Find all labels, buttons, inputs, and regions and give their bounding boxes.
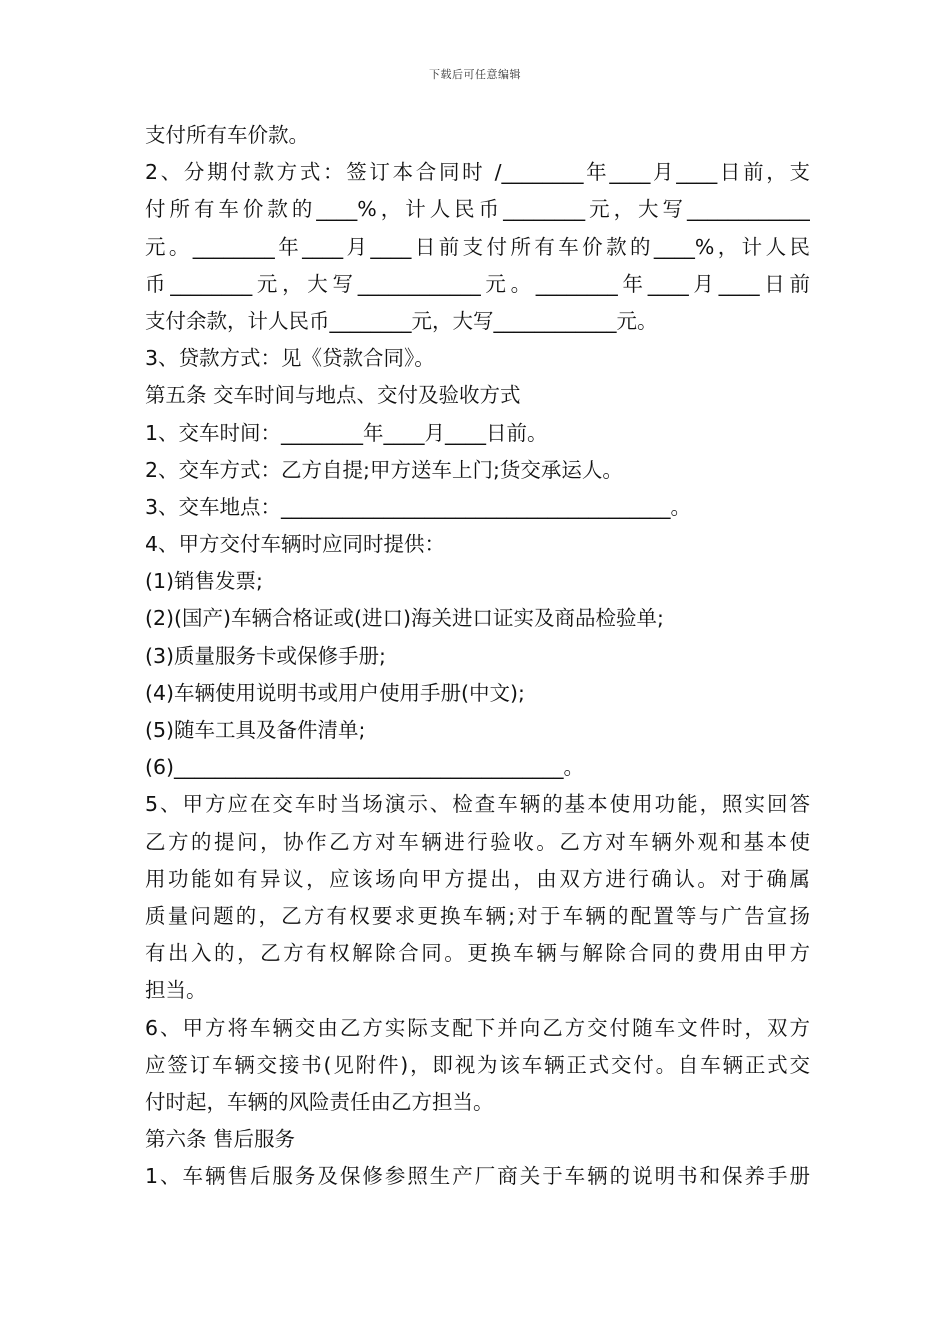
text-line: 支付余款，计人民币________元，大写____________元。 <box>145 308 658 333</box>
text-line: 质量问题的，乙方有权要求更换车辆;对于车辆的配置等与广告宣扬 <box>145 903 810 928</box>
list-item: (5)随车工具及备件清单; <box>145 718 366 742</box>
document-body <box>145 117 810 1195</box>
text-line: 2、分期付款方式：签订本合同时 /________年____月____日前，支 <box>145 160 810 185</box>
list-item: (4)车辆使用说明书或用户使用手册(中文); <box>145 680 525 705</box>
list-item: (1)销售发票; <box>145 569 263 594</box>
text-line: 1、交车时间：________年____月____日前。 <box>145 420 548 445</box>
text-line: 2、交车方式：乙方自提;甲方送车上门;货交承运人。 <box>145 457 623 482</box>
text-line: 5、甲方应在交车时当场演示、检查车辆的基本使用功能，照实回答 <box>145 792 810 817</box>
section-heading: 第六条 售后服务 <box>145 1127 296 1152</box>
text-line: 3、贷款方式：见《贷款合同》。 <box>145 346 435 371</box>
text-line: 付所有车价款的____%，计人民币________元，大写____________ <box>145 197 810 222</box>
text-line: 有出入的，乙方有权解除合同。更换车辆与解除合同的费用由甲方 <box>145 941 810 966</box>
text-line: 币________元，大写____________元。________年____月____日前 <box>145 271 810 296</box>
text-line: 元。________年____月____日前支付所有车价款的____%，计人民 <box>145 234 810 259</box>
text-line: 3、交车地点：______________________________________。 <box>145 494 692 519</box>
text-line: 乙方的提问，协作乙方对车辆进行验收。乙方对车辆外观和基本使 <box>145 829 810 854</box>
page-header: 下载后可任意编辑 <box>429 68 521 81</box>
text-line: 用功能如有异议，应该场向甲方提出，由双方进行确认。对于确属 <box>145 866 810 891</box>
list-item: (2)(国产)车辆合格证或(进口)海关进口证实及商品检验单; <box>145 606 664 631</box>
list-item: (6)______________________________________。 <box>145 755 585 780</box>
list-item: (3)质量服务卡或保修手册; <box>145 643 386 668</box>
text-line: 应签订车辆交接书(见附件)，即视为该车辆正式交付。自车辆正式交 <box>145 1052 810 1077</box>
text-line: 担当。 <box>145 978 207 1003</box>
section-heading: 第五条 交车时间与地点、交付及验收方式 <box>145 383 521 408</box>
text-line: 4、甲方交付车辆时应同时提供： <box>145 532 446 557</box>
text-line: 付时起，车辆的风险责任由乙方担当。 <box>145 1089 494 1114</box>
text-line: 6、甲方将车辆交由乙方实际支配下并向乙方交付随车文件时，双方 <box>145 1015 810 1040</box>
text-line: 支付所有车价款。 <box>145 123 309 147</box>
text-line: 1、车辆售后服务及保修参照生产厂商关于车辆的说明书和保养手册 <box>145 1164 810 1189</box>
